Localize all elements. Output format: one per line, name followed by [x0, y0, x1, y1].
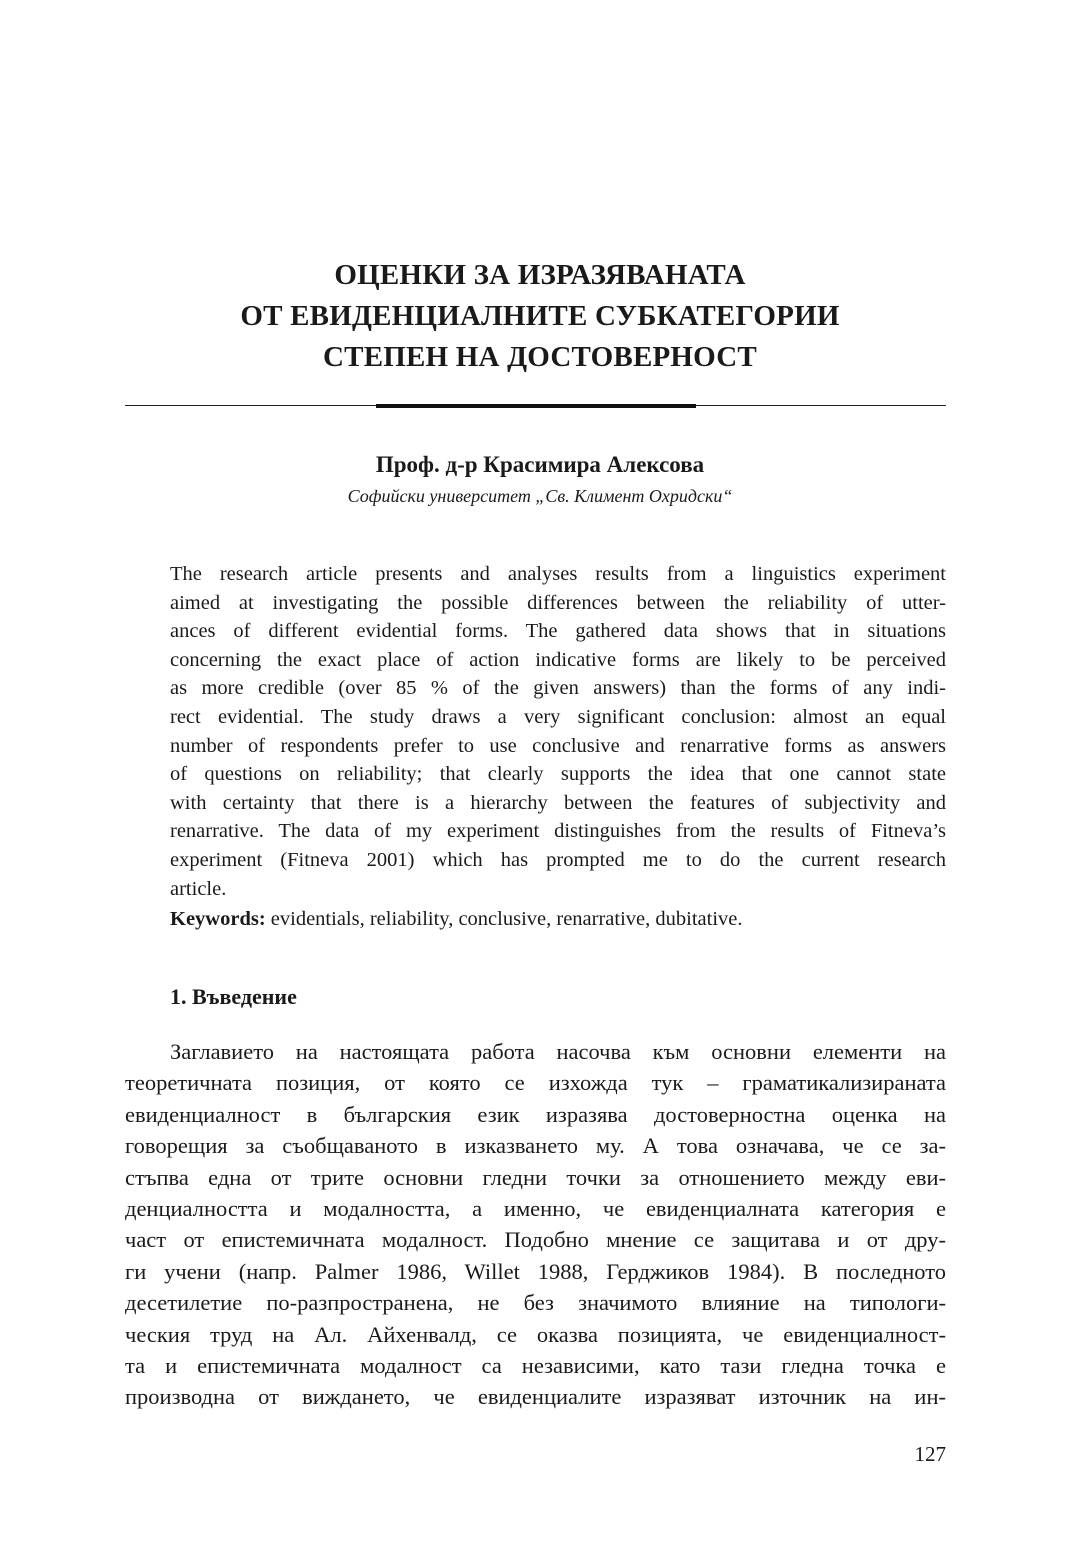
- body-line: Заглавието на настоящата работа насочва към основни елементи на: [170, 1039, 946, 1064]
- abstract-line: aimed at investigating the possible differences between the reliability of utter-: [170, 591, 946, 614]
- body-line: производна от виждането, че евиденциалите изразяват източник на ин-: [125, 1384, 946, 1410]
- body-line: стъпва една от трите основни гледни точки за отношението между еви-: [125, 1164, 946, 1190]
- title-divider-thick: [376, 404, 696, 408]
- abstract-line: rect evidential. The study draws a very significant conclusion: almost an equal: [170, 705, 946, 728]
- body-line: част от епистемичната модалност. Подобно мнение се защитава и от дру-: [125, 1227, 946, 1253]
- abstract-line: The research article presents and analyses results from a linguistics experiment: [170, 563, 946, 585]
- keywords-text: evidentials, reliability, conclusive, renarrative, dubitative.: [265, 908, 743, 930]
- body-line: денциалността и модалността, а именно, че евиденциалната категория е: [125, 1195, 946, 1221]
- body-line: та и епистемичната модалност са независими, като тази гледна точка е: [125, 1352, 946, 1378]
- abstract-line: article.: [170, 877, 227, 900]
- abstract-line: number of respondents prefer to use conclusive and renarrative forms as answers: [170, 734, 946, 757]
- section-heading: 1. Въведение: [170, 984, 297, 1009]
- abstract-line: renarrative. The data of my experiment distinguishes from the results of Fitneva’s: [170, 820, 946, 843]
- body-line: десетилетие по-разпространена, не без значимото влияние на типологи-: [125, 1290, 946, 1316]
- title-line: ОТ ЕВИДЕНЦИАЛНИТЕ СУБКАТЕГОРИИ: [240, 300, 840, 332]
- abstract-line: ances of different evidential forms. The gathered data shows that in situations: [170, 620, 946, 643]
- abstract-line: of questions on reliability; that clearly supports the idea that one cannot state: [170, 763, 946, 786]
- keywords-label: Keywords:: [170, 908, 266, 930]
- article-title: [0, 255, 1080, 378]
- keywords: [170, 908, 743, 931]
- author-name: Проф. д-р Красимира Алексова: [375, 452, 705, 477]
- body-line: ги учени (напр. Palmer 1986, Willet 1988, Герджиков 1984). В последното: [125, 1258, 946, 1284]
- abstract-line: with certainty that there is a hierarchy between the features of subjectivity and: [170, 791, 946, 814]
- body-line: теоретичната позиция, от която се изхожда тук – граматикализираната: [125, 1070, 946, 1096]
- title-line: ОЦЕНКИ ЗА ИЗРАЗЯВАНАТА: [334, 259, 746, 291]
- title-line: СТЕПЕН НА ДОСТОВЕРНОСТ: [323, 341, 757, 373]
- body-line: евиденциалност в българския език изразява достоверностна оценка на: [125, 1101, 946, 1127]
- author-affiliation: Софийски университет „Св. Климент Охридски“: [347, 486, 733, 506]
- body-line: говорещия за съобщаваното в изказването му. А това означава, че се за-: [125, 1133, 946, 1159]
- page-number: 127: [914, 1442, 946, 1466]
- body-text: [125, 1036, 946, 1413]
- abstract-line: concerning the exact place of action indicative forms are likely to be perceived: [170, 648, 946, 671]
- body-line: ческия труд на Ал. Айхенвалд, се оказва позицията, че евиденциалност-: [125, 1321, 946, 1347]
- abstract-line: experiment (Fitneva 2001) which has prompted me to do the current research: [170, 848, 946, 871]
- abstract-line: as more credible (over 85 % of the given answers) than the forms of any indi-: [170, 677, 946, 700]
- abstract: [170, 560, 946, 903]
